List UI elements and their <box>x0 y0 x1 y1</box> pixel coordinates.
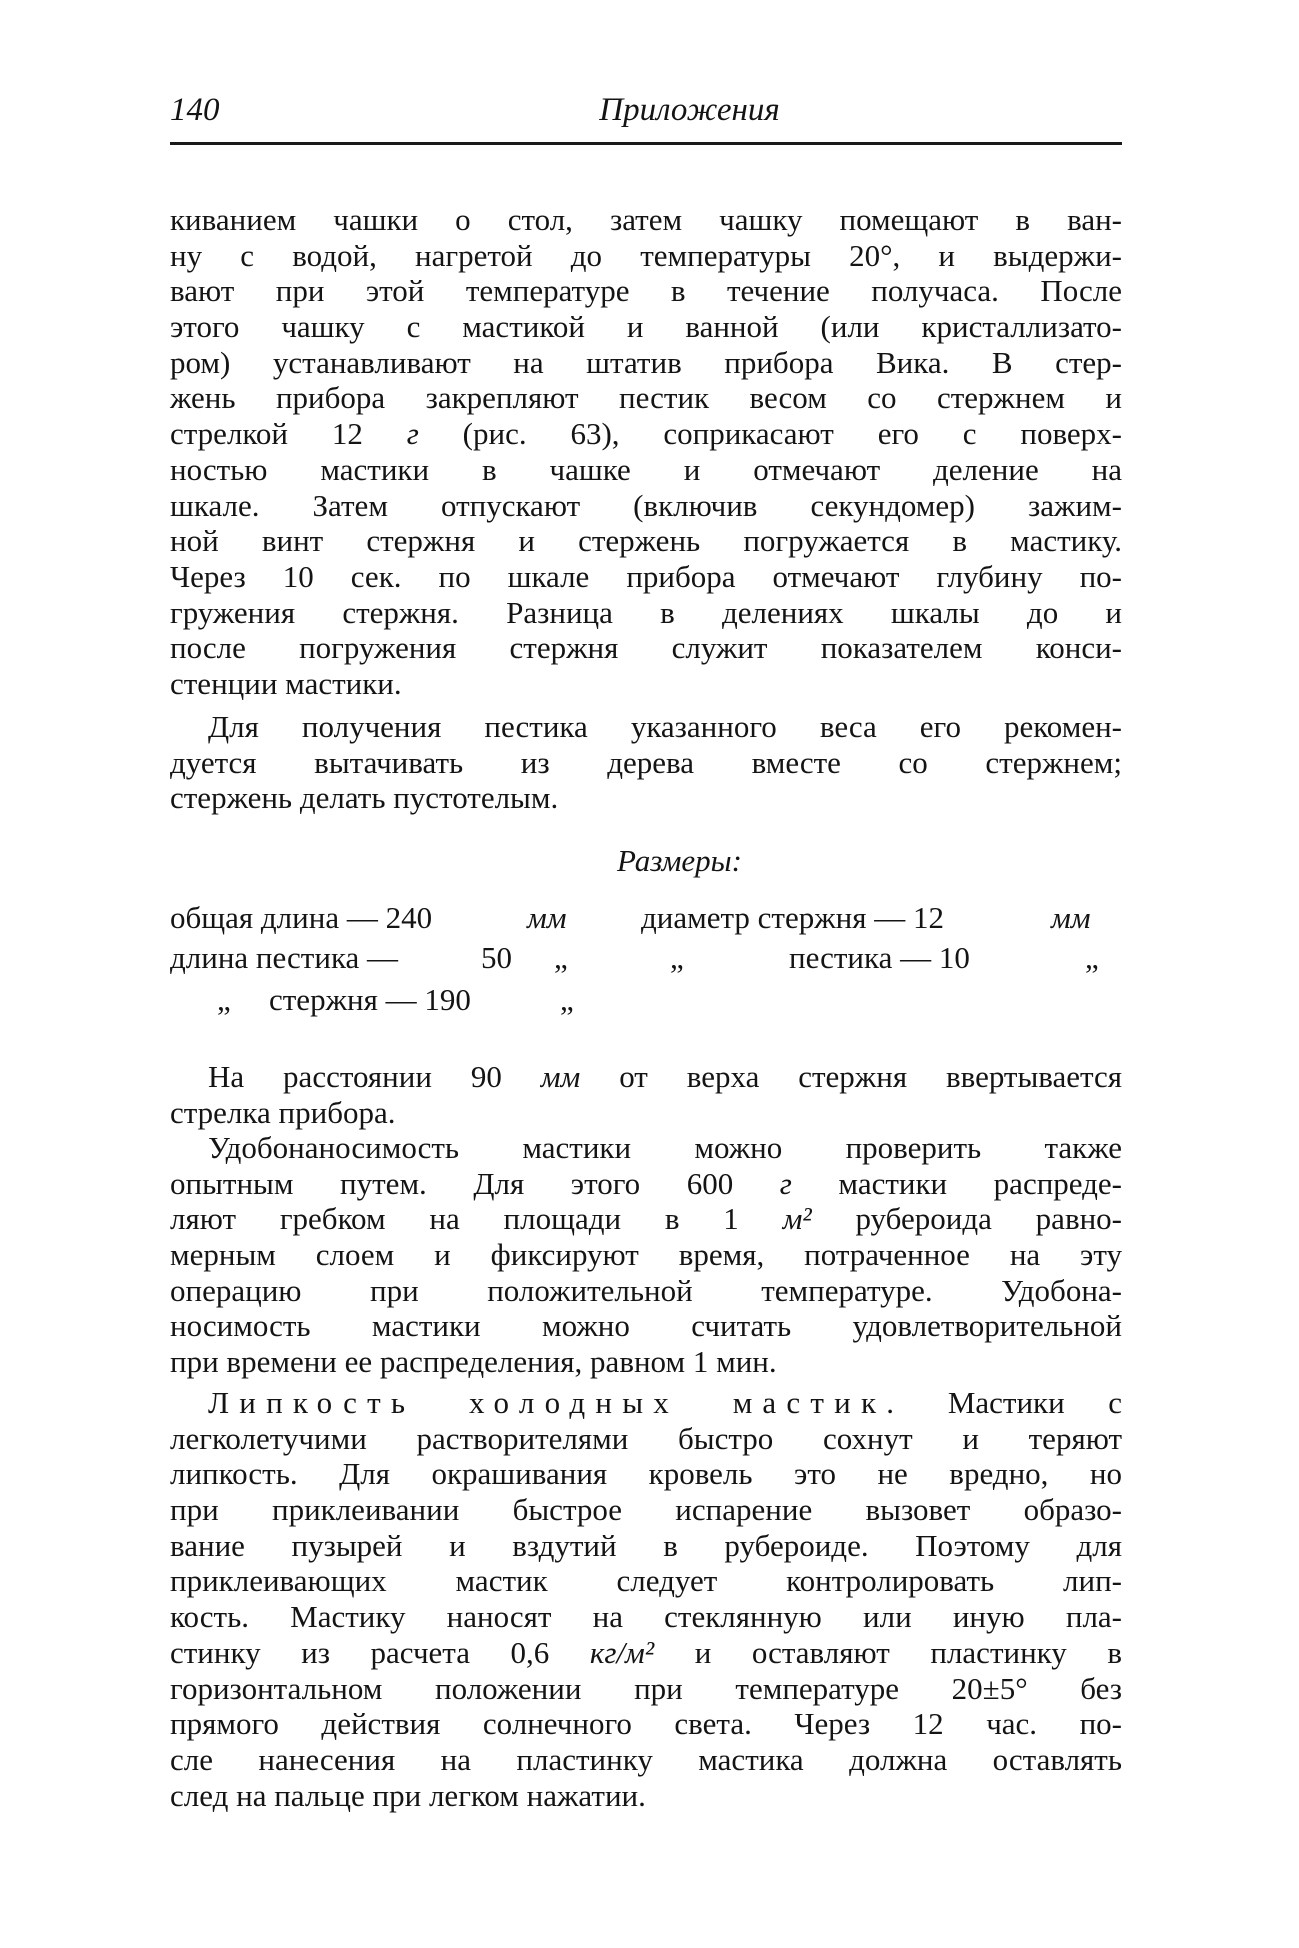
italic-unit: кг/м² <box>589 1634 655 1670</box>
text-line <box>170 1130 1122 1166</box>
text-line <box>170 709 1122 745</box>
text-segment: ной винт стержня и стержень погружается в мастику. <box>170 523 1122 559</box>
dim-label: стержня — 190 <box>269 982 471 1017</box>
text-segment: от верха стержня ввертывается <box>580 1059 1122 1094</box>
text-line <box>170 1492 1122 1528</box>
text-line <box>170 559 1122 595</box>
text-line <box>170 345 1122 381</box>
running-title: Приложения <box>599 92 780 128</box>
ditto-mark: „ <box>560 982 574 1017</box>
dim-unit: мм <box>527 900 567 935</box>
text-segment: ностью мастики в чашке и отмечают деление на <box>170 451 1122 487</box>
text-line <box>170 780 1122 816</box>
text-segment: дуется вытачивать из дерева вместе со стержнем; <box>170 744 1122 780</box>
text-line <box>170 1308 1122 1344</box>
paragraph <box>170 709 1122 816</box>
text-line <box>170 273 1122 309</box>
text-segment: вание пузырей и вздутий в рубероиде. Поэтому для <box>170 1527 1122 1563</box>
text-segment: носимость мастики можно считать удовлетворительной <box>170 1308 1122 1344</box>
ditto-mark: „ <box>1085 940 1099 975</box>
paragraph <box>170 1385 1122 1813</box>
text-segment: след на пальце при легком нажатии. <box>170 1777 646 1813</box>
text-line <box>170 380 1122 416</box>
text-line <box>170 595 1122 631</box>
ditto-mark: „ <box>554 940 568 975</box>
text-segment: операцию при положительной температуре. Удобона- <box>170 1272 1122 1308</box>
dim-label: диаметр стержня — 12 <box>641 900 945 935</box>
dim-value: 50 <box>481 940 512 975</box>
text-segment: ром) устанавливают на штатив прибора Вика. В стер- <box>170 344 1122 380</box>
text-segment: вают при этой температуре в течение получаса. После <box>170 273 1122 309</box>
dim-unit: мм <box>1051 900 1091 935</box>
text-line <box>170 416 1122 452</box>
italic-unit: г <box>406 416 419 452</box>
text-line <box>170 488 1122 524</box>
text-segment: На расстоянии 90 <box>208 1059 541 1094</box>
text-segment: прямого действия солнечного света. Через 12 час. по- <box>170 1706 1122 1742</box>
text-segment: горизонтальном положении при температуре 20±5° без <box>170 1670 1122 1706</box>
text-segment: мастики распреде- <box>791 1165 1122 1201</box>
paragraph <box>170 202 1122 702</box>
page-number: 140 <box>170 92 220 128</box>
text-line <box>170 1599 1122 1635</box>
text-line <box>170 309 1122 345</box>
text-segment: легколетучими растворителями быстро сохнут и теряют <box>170 1420 1122 1456</box>
text-segment: ляют гребком на площади в 1 <box>170 1201 783 1237</box>
dim-label: длина пестика — <box>170 940 399 975</box>
text-line <box>170 745 1122 781</box>
text-line <box>170 1201 1122 1237</box>
dim-label: пестика — 10 <box>789 940 970 975</box>
text-segment: жень прибора закрепляют пестик весом со стержнем и <box>170 380 1122 416</box>
text-line <box>170 523 1122 559</box>
text-segment: Удобонаносимость мастики можно проверить также <box>208 1130 1122 1165</box>
text-line <box>170 1344 1122 1380</box>
text-segment: после погружения стержня служит показателем конси- <box>170 630 1122 666</box>
text-line <box>170 238 1122 274</box>
paragraph <box>170 1130 1122 1380</box>
text-line <box>170 666 1122 702</box>
text-line <box>170 1095 1122 1131</box>
text-segment: гружения стержня. Разница в делениях шкалы до и <box>170 594 1122 630</box>
text-line <box>170 1166 1122 1202</box>
ditto-mark: „ <box>217 982 231 1017</box>
text-segment: Для получения пестика указанного веса его рекомен- <box>208 709 1122 744</box>
text-line <box>170 1778 1122 1814</box>
text-segment: и оставляют пластинку в <box>654 1634 1122 1670</box>
text-line <box>170 1742 1122 1778</box>
text-line <box>170 1528 1122 1564</box>
text-segment: сле нанесения на пластинку мастика должна оставлять <box>170 1741 1122 1777</box>
text-line <box>170 1273 1122 1309</box>
text-segment: ну с водой, нагретой до температуры 20°, и выдержи- <box>170 237 1122 273</box>
text-segment: при приклеивании быстрое испарение вызовет образо- <box>170 1492 1122 1528</box>
text-segment: приклеивающих мастик следует контролировать лип- <box>170 1563 1122 1599</box>
text-segment: Мастики с <box>904 1385 1122 1420</box>
header-rule <box>170 142 1122 145</box>
text-segment: опытным путем. Для этого 600 <box>170 1165 780 1201</box>
text-line <box>170 1385 1122 1421</box>
text-line <box>170 1635 1122 1671</box>
italic-unit: м² <box>782 1201 812 1237</box>
text-line <box>170 1421 1122 1457</box>
text-segment: Через 10 сек. по шкале прибора отмечают глубину по- <box>170 558 1122 594</box>
text-line <box>170 1456 1122 1492</box>
text-segment: стинку из расчета 0,6 <box>170 1634 590 1670</box>
text-segment: рубероида равно- <box>811 1201 1122 1237</box>
text-segment: кость. Мастику наносят на стеклянную или иную пла- <box>170 1599 1122 1635</box>
text-segment: мерным слоем и фиксируют время, потраченное на эту <box>170 1237 1122 1273</box>
text-line <box>170 1671 1122 1707</box>
text-line <box>170 1059 1122 1095</box>
text-segment: липкость. Для окрашивания кровель это не вредно, но <box>170 1456 1122 1492</box>
text-segment: стержень делать пустотелым. <box>170 780 559 816</box>
italic-unit: мм <box>540 1059 581 1094</box>
text-line <box>170 452 1122 488</box>
text-segment: стрелкой 12 <box>170 416 407 452</box>
text-segment: киванием чашки о стол, затем чашку помещают в ван- <box>170 202 1122 237</box>
text-segment: (рис. 63), соприкасают его с поверх- <box>418 416 1122 452</box>
text-line <box>170 630 1122 666</box>
text-line <box>170 1237 1122 1273</box>
text-segment: шкале. Затем отпускают (включив секундомер) зажим- <box>170 487 1122 523</box>
text-line <box>170 1706 1122 1742</box>
text-segment: при времени ее распределения, равном 1 мин. <box>170 1344 777 1380</box>
spaced-run-in-heading: Липкость холодных мастик. <box>208 1385 905 1420</box>
text-segment: стрелка прибора. <box>170 1094 396 1130</box>
paragraph <box>170 1059 1122 1130</box>
ditto-mark: „ <box>670 940 684 975</box>
text-line <box>170 1563 1122 1599</box>
italic-unit: г <box>779 1165 792 1201</box>
text-line <box>170 202 1122 238</box>
text-segment: стенции мастики. <box>170 665 402 701</box>
dim-label: общая длина — 240 <box>170 900 433 935</box>
dimensions-heading: Размеры: <box>617 843 742 878</box>
text-segment: этого чашку с мастикой и ванной (или кристаллизато- <box>170 309 1122 345</box>
